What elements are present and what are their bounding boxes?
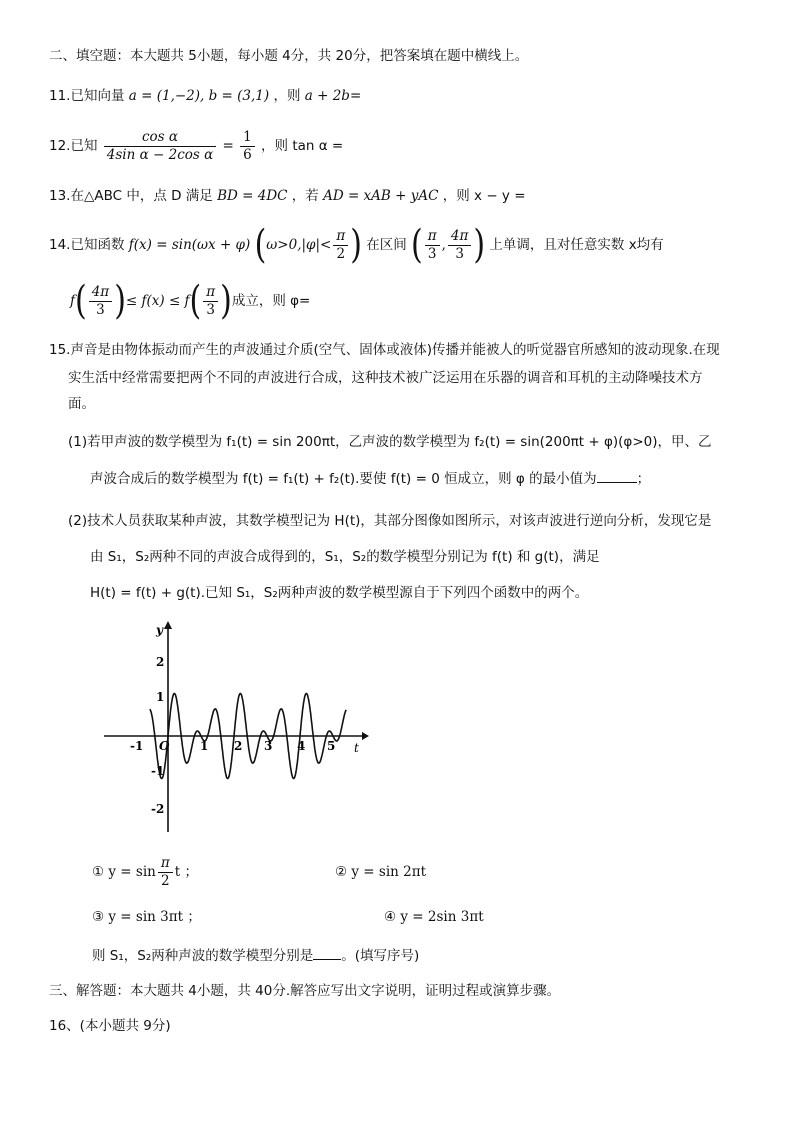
- q12-denominator: 4sin α − 2cos α: [106, 147, 214, 163]
- q14-l2-den: 3: [96, 302, 105, 318]
- x-tick-neg-1: -1: [130, 739, 144, 753]
- q14-left-paren: (: [254, 222, 267, 268]
- q14-tail: 上单调，且对任意实数 x均有: [489, 237, 664, 253]
- q12-fraction: [104, 129, 216, 164]
- option-1-post: t ；: [174, 864, 198, 880]
- q14-function: f(x) = sin(ωx + φ): [128, 237, 251, 253]
- q14-f: f: [70, 293, 75, 309]
- q14-int-b-num: 4π: [448, 228, 471, 246]
- x-tick-5: 5: [327, 739, 336, 753]
- x-tick-3: 3: [264, 739, 273, 753]
- y-axis-label: y: [156, 623, 163, 637]
- t-axis-label: t: [354, 741, 359, 755]
- q15-part1-text: 声波合成后的数学模型为 f(t) = f₁(t) + f₂(t).要使 f(t) = 0 恒成立，则 φ 的最小值为: [90, 471, 597, 487]
- q11-expr: a = (1,−2), b = (3,1): [128, 88, 270, 104]
- option-1-den: 2: [161, 873, 170, 889]
- option-2: ② y = sin 2πt: [335, 864, 427, 880]
- q12-rhs-fraction: [240, 129, 255, 164]
- q14-l2-frac-1: [89, 284, 112, 319]
- q14-l2-paren-close-2: ): [220, 278, 232, 324]
- q15-part2-line-2: 由 S₁，S₂两种不同的声波合成得到的，S₁，S₂的数学模型分别记为 f(t) 和 g(t)，满足: [90, 549, 600, 565]
- q14-int-b-den: 3: [455, 246, 464, 262]
- q13-mid: ，若: [291, 188, 319, 204]
- t-axis-arrow: [362, 732, 369, 740]
- q14-int-a-den: 3: [427, 246, 437, 262]
- q12-label: 12.已知: [49, 138, 98, 154]
- q13-ask: ，则 x − y =: [442, 188, 526, 204]
- q14-right-paren: ): [350, 222, 362, 268]
- q15-part1-line-1: (1)若甲声波的数学模型为 f₁(t) = sin 200πt，乙声波的数学模型为 f₂(t) = sin(200πt + φ)(φ>0)，甲、乙: [68, 434, 712, 450]
- q12-rhs-den: 6: [243, 147, 252, 163]
- x-tick-2: 2: [234, 739, 243, 753]
- q14-l2-den-2: 3: [206, 302, 215, 318]
- section-3-heading: 三、解答题：本大题共 4小题，共 40分.解答应写出文字说明，证明过程或演算步骤。: [49, 983, 561, 999]
- q15-intro-1: 15.声音是由物体振动而产生的声波通过介质(空气、固体或液体)传播并能被人的听觉器官所感知的波动现象.在现: [49, 342, 720, 358]
- q13-condition-2: AD = xAB + yAC: [323, 188, 439, 204]
- q14-interval-a: [425, 228, 440, 263]
- q14-interval-open: (: [411, 222, 423, 268]
- q15-part2-line-1: (2)技术人员获取某种声波，其数学模型记为 H(t)，其部分图像如图所示，对该声波进行逆向分析，发现它是: [68, 513, 712, 529]
- q14-interval-b: [448, 228, 471, 263]
- q12-equals: =: [222, 138, 234, 154]
- q14-l2-paren-open-2: (: [189, 278, 202, 324]
- q14-mid: 在区间: [366, 237, 407, 253]
- y-tick-neg-2: -2: [151, 802, 165, 816]
- question-12: [49, 128, 343, 164]
- q15-part2-answer-blank[interactable]: [313, 945, 341, 960]
- q11-ask: ，则: [273, 88, 301, 104]
- q14-interval-close: ): [473, 222, 486, 268]
- q14-l2-mid: ≤ f(x) ≤ f: [125, 293, 190, 309]
- q14-pi-num: π: [333, 228, 348, 246]
- option-1-frac: [158, 855, 173, 890]
- q14-l2-paren-open: (: [75, 278, 87, 324]
- q15-intro-3: 面。: [68, 396, 95, 412]
- q15-part1-line-2: [90, 468, 650, 489]
- y-tick-neg-1: -1: [151, 764, 165, 778]
- y-tick-1: 1: [156, 690, 165, 704]
- q11-label: 11.已知向量: [49, 88, 125, 104]
- y-tick-2: 2: [156, 655, 165, 669]
- q14-int-a-num: π: [425, 228, 440, 246]
- y-axis-arrow: [164, 621, 172, 629]
- q15-part1-answer-blank[interactable]: [597, 468, 637, 483]
- q13-label: 13.在△ABC 中，点 D 满足: [49, 188, 213, 204]
- option-1: [92, 852, 198, 892]
- x-tick-1: 1: [200, 739, 209, 753]
- q13-condition: BD = 4DC: [217, 188, 288, 204]
- question-13: [49, 186, 526, 206]
- q15-intro-2: 实生活中经常需要把两个不同的声波进行合成，这种技术被广泛运用在乐器的调音和耳机的主动降噪技术方: [68, 370, 703, 386]
- q12-rhs-num: 1: [240, 129, 255, 147]
- q15-answer-pre: 则 S₁，S₂两种声波的数学模型分别是: [92, 948, 314, 964]
- q14-condition: ω>0,|φ|<: [266, 237, 332, 253]
- option-4: ④ y = 2sin 3πt: [384, 909, 484, 925]
- question-16: 16、(本小题共 9分): [49, 1018, 171, 1034]
- option-1-pre: ① y = sin: [92, 864, 156, 880]
- question-14-line-1: 14.已知函数 f(x) = sin(ωx + φ) (ω>0,|φ|< $\frac{\pi}{2}$ ) 在区间 ( $\frac{\pi}{3}$ , $\frac{4\pi}{3}$ ) 上单调，且对任意实数 x均有: [49, 222, 664, 268]
- question-11: [49, 86, 361, 106]
- q15-part2-line-3: H(t) = f(t) + g(t).已知 S₁，S₂两种声波的数学模型源自于下列四个函数中的两个。: [90, 585, 589, 601]
- section-2-heading: 二、填空题：本大题共 5小题，每小题 4分，共 20分，把答案填在题中横线上。: [49, 48, 529, 64]
- option-3: ③ y = sin 3πt ；: [92, 909, 201, 925]
- q14-l2-frac-2: [203, 284, 218, 319]
- q14-l2-tail: 成立，则 φ=: [231, 293, 311, 309]
- question-14-line-2: [70, 280, 310, 322]
- q15-answer-post: 。(填写序号): [341, 948, 420, 964]
- origin-label: O: [159, 739, 170, 753]
- sound-wave-graph: [100, 618, 370, 838]
- q15-answer-line: [92, 945, 419, 966]
- q14-l2-num: 4π: [89, 284, 112, 302]
- x-tick-4: 4: [297, 739, 306, 753]
- option-1-num: π: [158, 855, 173, 873]
- q12-numerator: cos α: [104, 129, 216, 147]
- q14-l2-paren-close: ): [114, 278, 126, 324]
- q14-pi-over-2: [333, 228, 348, 263]
- q14-l2-num-2: π: [203, 284, 218, 302]
- q12-ask: ，则 tan α =: [261, 138, 344, 154]
- q11-target: a + 2b=: [304, 88, 362, 104]
- q14-pi-den: 2: [336, 246, 346, 262]
- q15-part1-end: ；: [636, 471, 651, 487]
- q14-label: 14.已知函数: [49, 237, 125, 253]
